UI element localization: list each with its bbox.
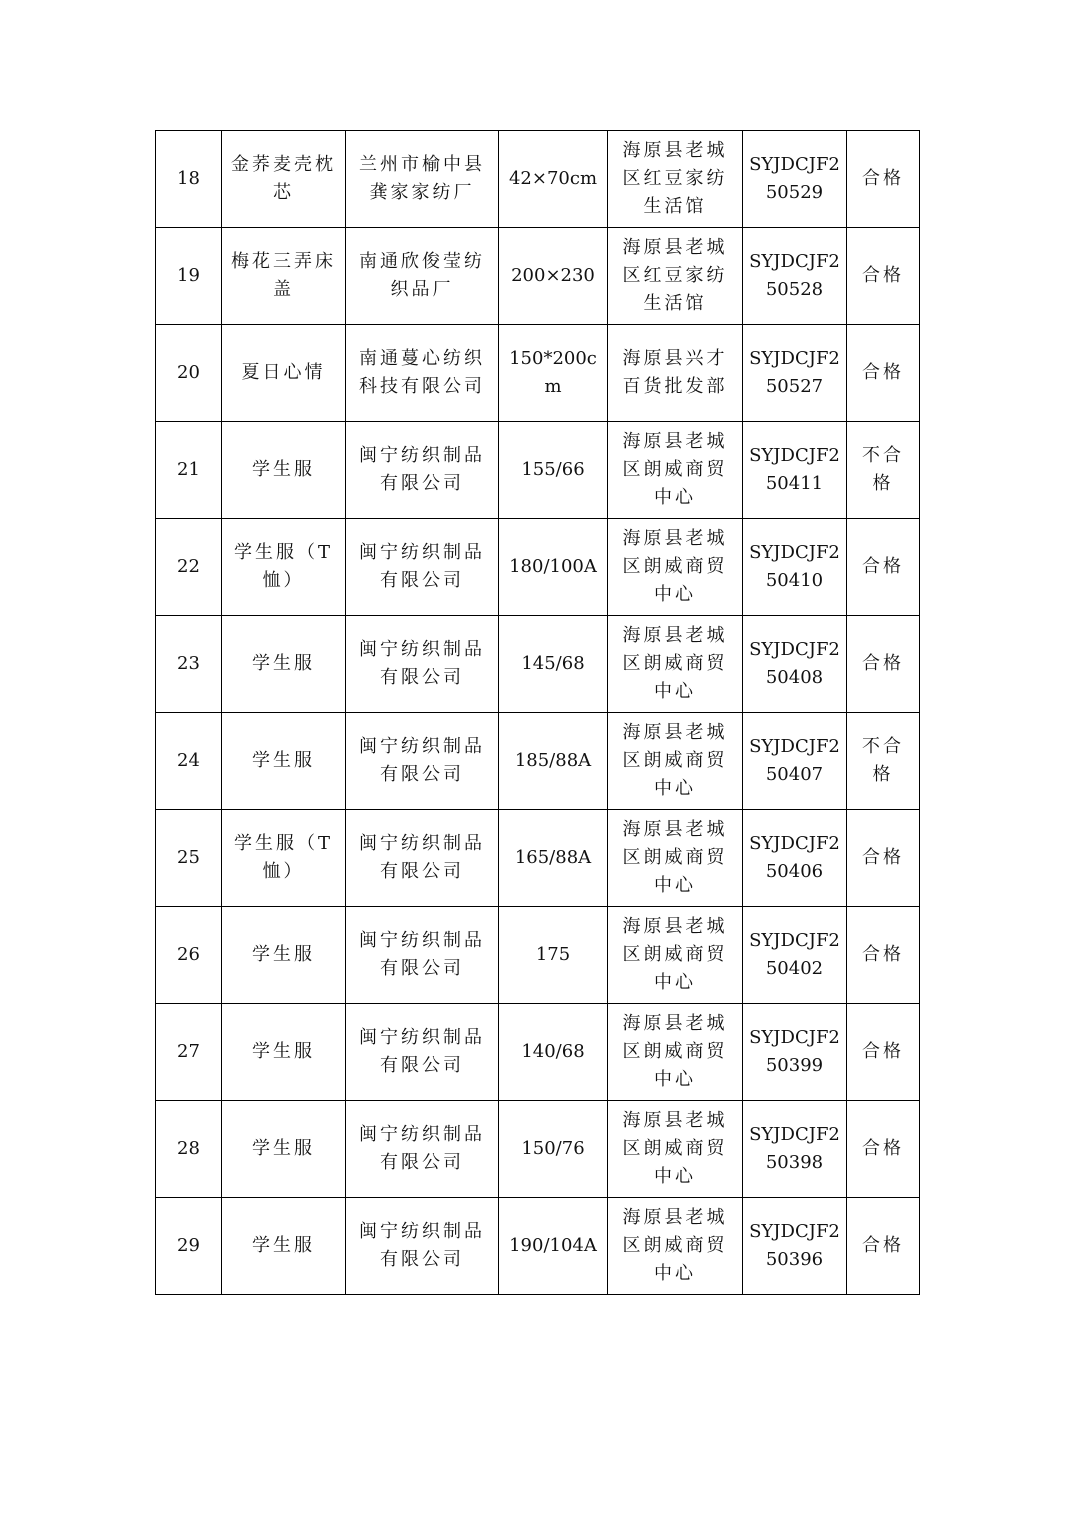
manufacturer-cell: 闽宁纺织制品有限公司 <box>346 1198 499 1295</box>
report-number-cell: SYJDCJF250411 <box>743 422 847 519</box>
specification-cell: 42×70cm <box>499 131 608 228</box>
manufacturer-cell: 兰州市榆中县龚家家纺厂 <box>346 131 499 228</box>
product-name-cell: 学生服 <box>222 616 346 713</box>
result-cell: 合格 <box>847 907 920 1004</box>
sampled-seller-cell: 海原县老城区朗威商贸中心 <box>608 1101 743 1198</box>
product-name-cell: 学生服 <box>222 1101 346 1198</box>
result-cell: 合格 <box>847 131 920 228</box>
sampled-seller-cell: 海原县老城区朗威商贸中心 <box>608 422 743 519</box>
result-cell: 合格 <box>847 228 920 325</box>
result-cell: 合格 <box>847 616 920 713</box>
row-number-cell: 21 <box>156 422 222 519</box>
specification-cell: 140/68 <box>499 1004 608 1101</box>
manufacturer-cell: 南通欣俊莹纺织品厂 <box>346 228 499 325</box>
report-number-cell: SYJDCJF250396 <box>743 1198 847 1295</box>
report-number-cell: SYJDCJF250408 <box>743 616 847 713</box>
table-row <box>156 1101 920 1198</box>
specification-cell: 200×230 <box>499 228 608 325</box>
product-name-cell: 梅花三弄床盖 <box>222 228 346 325</box>
product-name-cell: 学生服 <box>222 1004 346 1101</box>
sampled-seller-cell: 海原县老城区红豆家纺生活馆 <box>608 228 743 325</box>
table-row <box>156 1004 920 1101</box>
inspection-results-table <box>155 130 920 1295</box>
sampled-seller-cell: 海原县老城区朗威商贸中心 <box>608 616 743 713</box>
product-name-cell: 学生服 <box>222 907 346 1004</box>
result-cell: 合格 <box>847 1198 920 1295</box>
row-number-cell: 24 <box>156 713 222 810</box>
result-cell: 合格 <box>847 810 920 907</box>
row-number-cell: 27 <box>156 1004 222 1101</box>
manufacturer-cell: 闽宁纺织制品有限公司 <box>346 422 499 519</box>
report-number-cell: SYJDCJF250402 <box>743 907 847 1004</box>
row-number-cell: 23 <box>156 616 222 713</box>
manufacturer-cell: 闽宁纺织制品有限公司 <box>346 907 499 1004</box>
manufacturer-cell: 闽宁纺织制品有限公司 <box>346 519 499 616</box>
sampled-seller-cell: 海原县老城区朗威商贸中心 <box>608 810 743 907</box>
table-row <box>156 519 920 616</box>
result-cell: 合格 <box>847 325 920 422</box>
sampled-seller-cell: 海原县老城区朗威商贸中心 <box>608 907 743 1004</box>
table-row <box>156 810 920 907</box>
row-number-cell: 28 <box>156 1101 222 1198</box>
table-row <box>156 616 920 713</box>
manufacturer-cell: 南通蔓心纺织科技有限公司 <box>346 325 499 422</box>
manufacturer-cell: 闽宁纺织制品有限公司 <box>346 810 499 907</box>
specification-cell: 185/88A <box>499 713 608 810</box>
result-cell: 合格 <box>847 1004 920 1101</box>
specification-cell: 145/68 <box>499 616 608 713</box>
table-row <box>156 713 920 810</box>
row-number-cell: 26 <box>156 907 222 1004</box>
row-number-cell: 19 <box>156 228 222 325</box>
product-name-cell: 学生服（T恤） <box>222 519 346 616</box>
sampled-seller-cell: 海原县老城区朗威商贸中心 <box>608 1198 743 1295</box>
table-row <box>156 325 920 422</box>
report-number-cell: SYJDCJF250528 <box>743 228 847 325</box>
sampled-seller-cell: 海原县老城区朗威商贸中心 <box>608 1004 743 1101</box>
specification-cell: 165/88A <box>499 810 608 907</box>
report-number-cell: SYJDCJF250406 <box>743 810 847 907</box>
report-number-cell: SYJDCJF250410 <box>743 519 847 616</box>
product-name-cell: 金荞麦壳枕芯 <box>222 131 346 228</box>
specification-cell: 155/66 <box>499 422 608 519</box>
sampled-seller-cell: 海原县老城区朗威商贸中心 <box>608 519 743 616</box>
row-number-cell: 22 <box>156 519 222 616</box>
table-row <box>156 131 920 228</box>
row-number-cell: 20 <box>156 325 222 422</box>
sampled-seller-cell: 海原县老城区红豆家纺生活馆 <box>608 131 743 228</box>
result-cell: 合格 <box>847 519 920 616</box>
row-number-cell: 29 <box>156 1198 222 1295</box>
product-name-cell: 学生服 <box>222 422 346 519</box>
table-row <box>156 1198 920 1295</box>
sampled-seller-cell: 海原县老城区朗威商贸中心 <box>608 713 743 810</box>
row-number-cell: 18 <box>156 131 222 228</box>
manufacturer-cell: 闽宁纺织制品有限公司 <box>346 1101 499 1198</box>
specification-cell: 150*200cm <box>499 325 608 422</box>
result-cell: 不合格 <box>847 422 920 519</box>
specification-cell: 175 <box>499 907 608 1004</box>
result-cell: 不合格 <box>847 713 920 810</box>
product-name-cell: 学生服 <box>222 713 346 810</box>
table-row <box>156 228 920 325</box>
product-name-cell: 学生服 <box>222 1198 346 1295</box>
table-row <box>156 422 920 519</box>
table-row <box>156 907 920 1004</box>
manufacturer-cell: 闽宁纺织制品有限公司 <box>346 616 499 713</box>
specification-cell: 180/100A <box>499 519 608 616</box>
specification-cell: 190/104A <box>499 1198 608 1295</box>
report-number-cell: SYJDCJF250527 <box>743 325 847 422</box>
manufacturer-cell: 闽宁纺织制品有限公司 <box>346 1004 499 1101</box>
report-number-cell: SYJDCJF250398 <box>743 1101 847 1198</box>
report-number-cell: SYJDCJF250399 <box>743 1004 847 1101</box>
product-name-cell: 学生服（T恤） <box>222 810 346 907</box>
row-number-cell: 25 <box>156 810 222 907</box>
table-body <box>156 131 920 1295</box>
report-number-cell: SYJDCJF250407 <box>743 713 847 810</box>
specification-cell: 150/76 <box>499 1101 608 1198</box>
product-name-cell: 夏日心情 <box>222 325 346 422</box>
sampled-seller-cell: 海原县兴才百货批发部 <box>608 325 743 422</box>
result-cell: 合格 <box>847 1101 920 1198</box>
manufacturer-cell: 闽宁纺织制品有限公司 <box>346 713 499 810</box>
report-number-cell: SYJDCJF250529 <box>743 131 847 228</box>
